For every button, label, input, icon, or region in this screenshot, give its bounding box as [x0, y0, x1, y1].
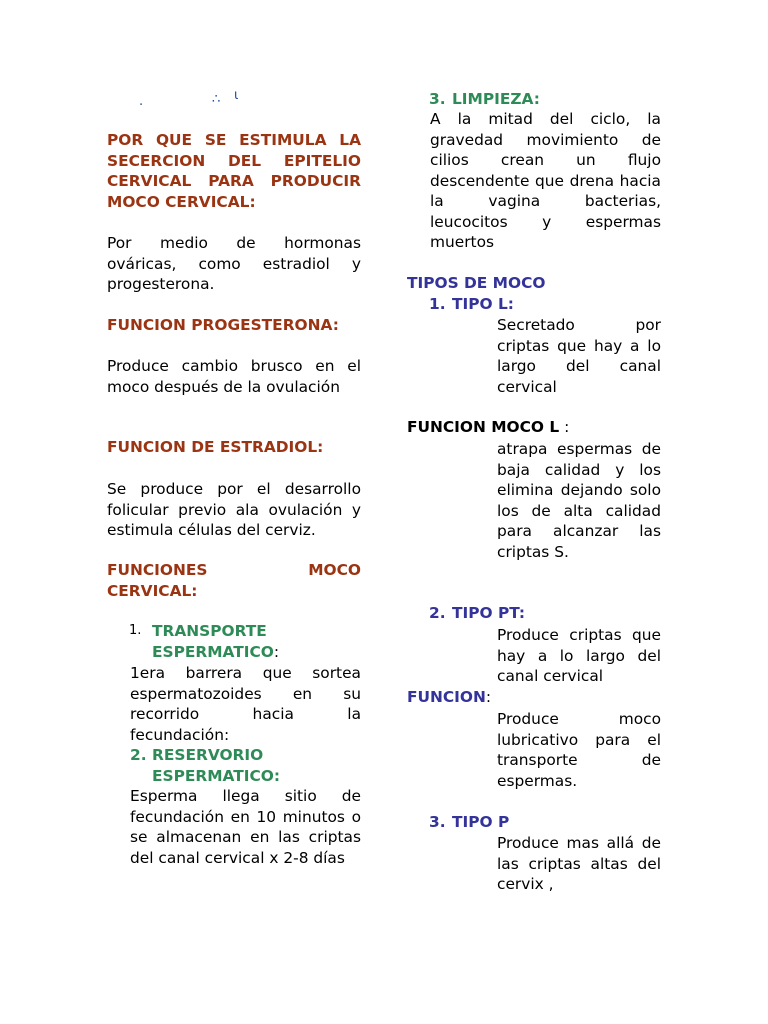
tipo-p-title: TIPO P [452, 813, 510, 831]
list-item-transporte [107, 621, 361, 662]
triple-dot-mark-icon: ∴ [212, 92, 221, 107]
transporte-body: 1era barrera que sortea espermatozoides en su recorrido hacia la fecundación: [130, 664, 361, 744]
tipo-l-title: TIPO L: [452, 295, 514, 313]
tipo-l-body: Secretado por criptas que hay a lo largo del canal cervical [497, 316, 661, 396]
funcion-moco-l-heading: FUNCION MOCO L [407, 418, 560, 436]
transporte-title: TRANSPORTE ESPERMATICO [152, 622, 274, 661]
list-number: 3. [429, 90, 446, 108]
reservorio-body: Esperma llega sitio de fecundación en 10 minutos o se almacenan en las criptas del canal cervical x 2-8 días [130, 787, 361, 867]
reservorio-title: RESERVORIO ESPERMATICO: [152, 746, 281, 785]
funcion-moco-l-body: atrapa espermas de baja calidad y los elimina dejando solo los de alta calidad para alcanzar las criptas S. [497, 440, 661, 561]
funcion-row [407, 687, 491, 708]
tipo-p-body: Produce mas allá de las criptas altas del cervix , [497, 834, 661, 893]
list-number: 1. [429, 295, 446, 313]
drop-mark-icon: ɩ [234, 88, 239, 103]
list-item-reservorio [107, 745, 361, 786]
progesterona-heading: FUNCION PROGESTERONA: [107, 316, 339, 334]
transporte-colon: : [273, 642, 280, 661]
list-number: 1. [129, 623, 142, 638]
estradiol-body: Se produce por el desarrollo folicular previo ala ovulación y estimula células del cerviz. [107, 480, 361, 539]
progesterona-body: Produce cambio brusco en el moco después de la ovulación [107, 357, 361, 396]
tipo-pt-title: TIPO PT: [452, 604, 526, 622]
funcion-heading: FUNCION [407, 688, 486, 706]
question-heading: POR QUE SE ESTIMULA LA SECERCION DEL EPITELIO CERVICAL PARA PRODUCIR MOCO CERVICAL: [107, 131, 361, 211]
tipo-pt-body: Produce criptas que hay a lo largo del canal cervical [497, 626, 661, 685]
question-body: Por medio de hormonas ováricas, como estradiol y progesterona. [107, 234, 361, 293]
funciones-heading: FUNCIONES MOCO CERVICAL: [107, 561, 361, 600]
list-number: 2. [429, 604, 446, 622]
tipos-heading: TIPOS DE MOCO [407, 274, 546, 292]
limpieza-title: LIMPIEZA: [452, 90, 540, 108]
funcion-colon: : [485, 688, 492, 706]
dot-mark-icon: · [139, 98, 144, 113]
estradiol-heading: FUNCION DE ESTRADIOL: [107, 438, 324, 456]
funcion-body: Produce moco lubricativo para el transporte de espermas. [497, 710, 661, 790]
list-number: 3. [429, 813, 446, 831]
funcion-moco-l-colon: : [559, 418, 570, 436]
limpieza-body: A la mitad del ciclo, la gravedad movimiento de cilios crean un flujo descendente que drena hacia la vagina bacterias, leucocitos y espermas muertos [430, 110, 661, 251]
list-number: 2. [130, 746, 147, 764]
funcion-moco-l-row [407, 417, 569, 438]
